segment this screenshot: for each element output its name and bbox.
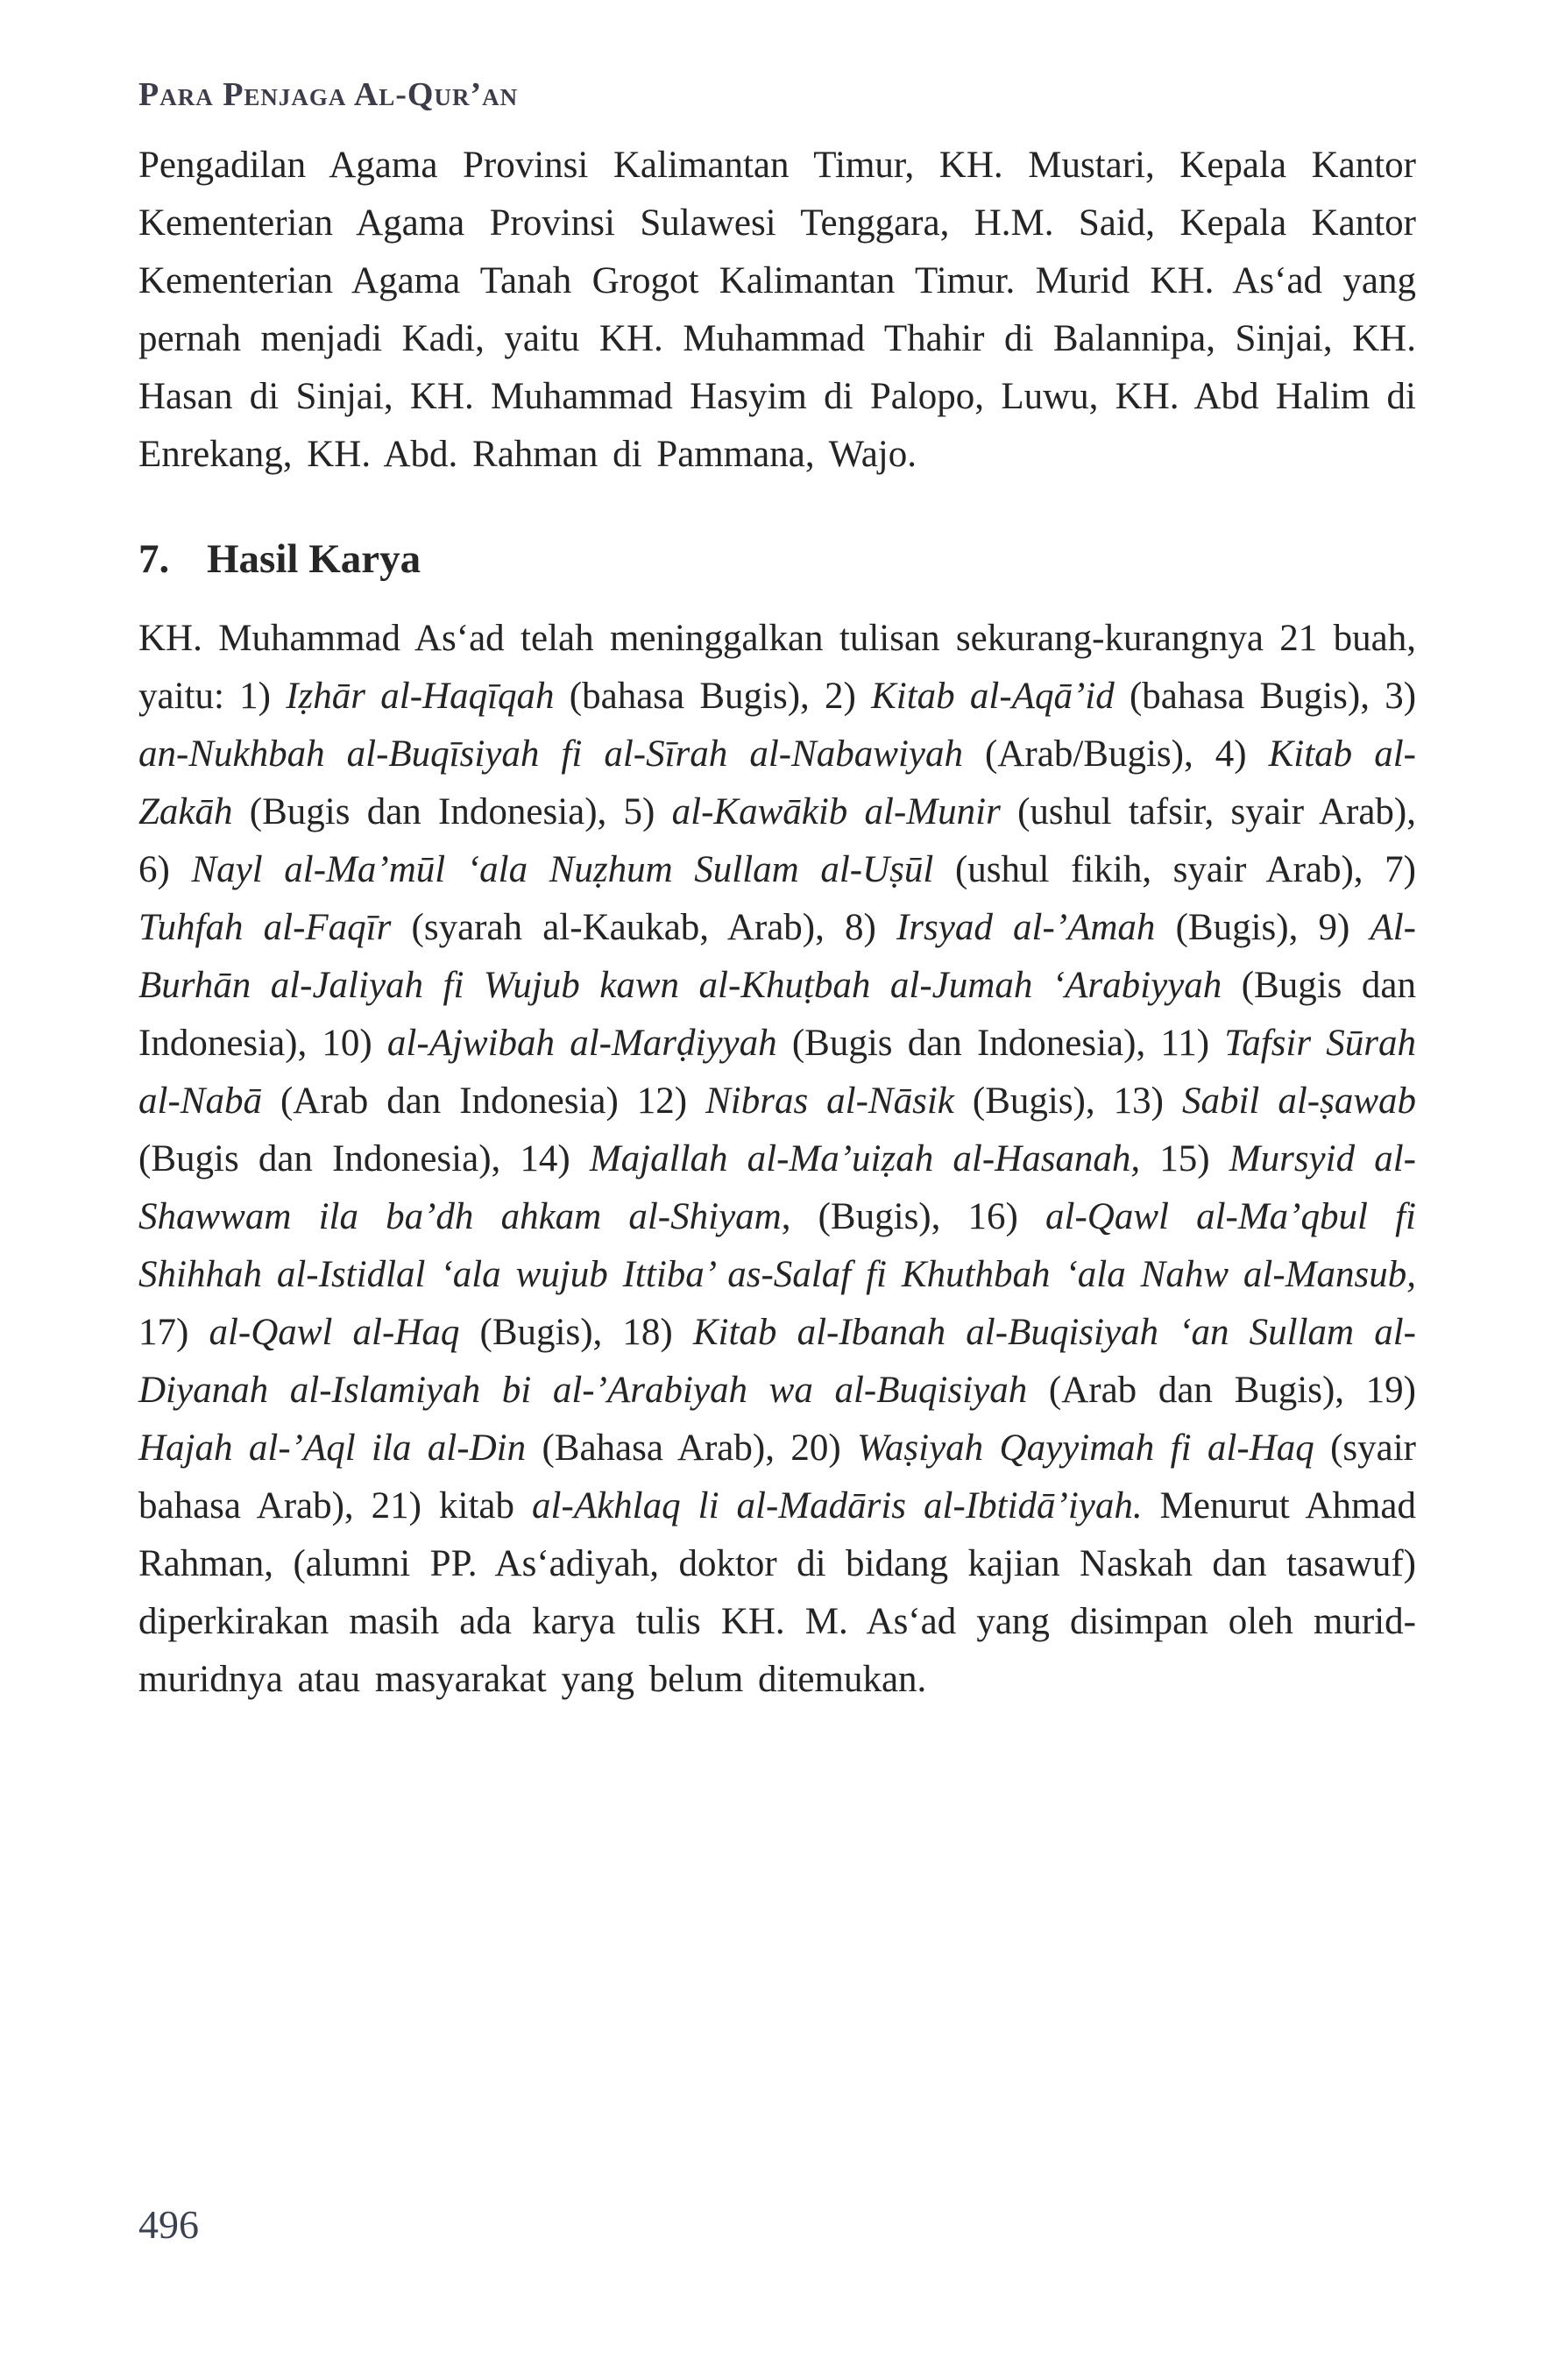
work-title-italic: al-Ajwibah al-Marḍiyyah xyxy=(386,1023,777,1064)
page-number: 496 xyxy=(138,2202,199,2247)
section-number: 7. xyxy=(138,536,170,582)
body-text-segment: (Bugis), 13) xyxy=(953,1080,1182,1122)
body-text-segment: (syair bahasa Arab), 21) kitab xyxy=(138,1427,1416,1526)
work-title-italic: Nibras al-Nāsik xyxy=(705,1080,954,1122)
work-title-italic: Sabil al-ṣawab xyxy=(1181,1080,1417,1122)
paragraph-biography: Pengadilan Agama Provinsi Kalimantan Timur, KH. Mustari, Kepala Kantor Kementerian Agama Provinsi Sulawesi Tenggara, H.M. Said, Kepala Kantor Kementerian Agama Tanah Grogot Kalimantan Timur. Murid KH. As‘ad yang pernah menjadi Kadi, yaitu KH. Muhammad Thahir di Balannipa, Sinjai, KH. Hasan di Sinjai, KH. Muhammad Hasyim di Palopo, Luwu, KH. Abd Halim di Enrekang, KH. Abd. Rahman di Pammana, Wajo. xyxy=(138,145,1416,475)
work-title-italic: al-Qawl al-Ma’qbul fi Shihhah al-Istidlal ‘ala wujub Ittiba’ as-Salaf fi Khuthbah ‘ala Nahw al-Mansub, xyxy=(138,1196,1416,1295)
body-text-segment: (Bugis dan Indonesia), 5) xyxy=(232,791,672,832)
body-text-segment: (Bugis dan Indonesia), 11) xyxy=(776,1023,1225,1064)
work-title-italic: Irsyad al-’Amah xyxy=(896,907,1156,948)
work-title-italic: Hajah al-’Aql ila al-Din xyxy=(138,1427,527,1469)
work-title-italic: Nayl al-Ma’mūl ‘ala Nuẓhum Sullam al-Uṣūl xyxy=(191,849,934,890)
section-title: Hasil Karya xyxy=(207,536,421,582)
work-title-italic: Al-Burhān al-Jaliyah fi Wujub kawn al-Khuṭbah al-Jumah ‘Arabiyyah xyxy=(138,907,1417,1006)
body-text-segment: (ushul tafsir, syair Arab), 6) xyxy=(138,791,1416,890)
section-heading xyxy=(138,533,1416,585)
main-text-block xyxy=(138,137,1416,1709)
body-text-segment: (bahasa Bugis), 3) xyxy=(1114,676,1417,717)
work-title-italic: al-Akhlaq li al-Madāris al-Ibtidā’iyah. xyxy=(532,1485,1143,1526)
body-text-segment: (Bugis), 9) xyxy=(1155,907,1370,948)
work-title-italic: Kitab al-Aqā’id xyxy=(871,676,1115,717)
body-text-segment: (Bugis), 18) xyxy=(459,1312,693,1353)
body-text-segment: 17) xyxy=(138,1312,209,1353)
work-title-italic: Tafsir Sūrah al-Nabā xyxy=(138,1023,1417,1122)
body-text-segment: (bahasa Bugis), 2) xyxy=(554,676,872,717)
body-text-segment: (Bugis dan Indonesia), 10) xyxy=(138,965,1416,1064)
body-text-segment: Menurut Ahmad Rahman, (alumni PP. As‘adiyah, doktor di bidang kajian Naskah dan tasawuf) diperkirakan masih ada karya tulis KH. M. As‘ad yang disimpan oleh murid-muridnya atau masyarakat yang belum ditemukan. xyxy=(138,1485,1416,1700)
running-header: Para Penjaga Al-Qur’an xyxy=(138,76,519,113)
paragraph-works-list xyxy=(138,610,1416,1709)
work-title-italic: Iẓhār al-Haqīqah xyxy=(286,676,555,717)
body-text-segment: 15) xyxy=(1140,1138,1229,1179)
body-text-segment: (Bugis dan Indonesia), 14) xyxy=(138,1138,590,1179)
work-title-italic: al-Qawl al-Haq xyxy=(209,1312,460,1353)
work-title-italic: Waṣiyah Qayyimah fi al-Haq xyxy=(857,1427,1314,1469)
body-text-segment: (syarah al-Kaukab, Arab), 8) xyxy=(391,907,896,948)
body-text-segment: (ushul fikih, syair Arab), 7) xyxy=(933,849,1416,890)
body-text-segment: (Arab dan Indonesia) 12) xyxy=(261,1080,706,1122)
body-text-segment: (Arab dan Bugis), 19) xyxy=(1027,1370,1416,1411)
work-title-italic: Kitab al-Zakāh xyxy=(138,733,1416,832)
body-text-segment: (Bahasa Arab), 20) xyxy=(526,1427,858,1469)
work-title-italic: Majallah al-Ma’uiẓah al-Hasanah, xyxy=(589,1138,1141,1179)
body-text-segment: (Arab/Bugis), 4) xyxy=(963,733,1269,775)
work-title-italic: an-Nukhbah al-Buqīsiyah fi al-Sīrah al-Nabawiyah xyxy=(138,733,963,775)
body-text-segment: , (Bugis), 16) xyxy=(781,1196,1045,1237)
work-title-italic: Tuhfah al-Faqīr xyxy=(138,907,392,948)
body-text-segment: KH. Muhammad As‘ad telah meninggalkan tulisan sekurang-kurangnya 21 buah, yaitu: 1) xyxy=(138,618,1416,717)
work-title-italic: Mursyid al-Shawwam ila ba’dh ahkam al-Shiyam xyxy=(138,1138,1416,1237)
work-title-italic: Kitab al-Ibanah al-Buqisiyah ‘an Sullam al-Diyanah al-Islamiyah bi al-’Arabiyah wa al-Buqisiyah xyxy=(138,1312,1416,1411)
work-title-italic: al-Kawākib al-Munir xyxy=(671,791,1001,832)
